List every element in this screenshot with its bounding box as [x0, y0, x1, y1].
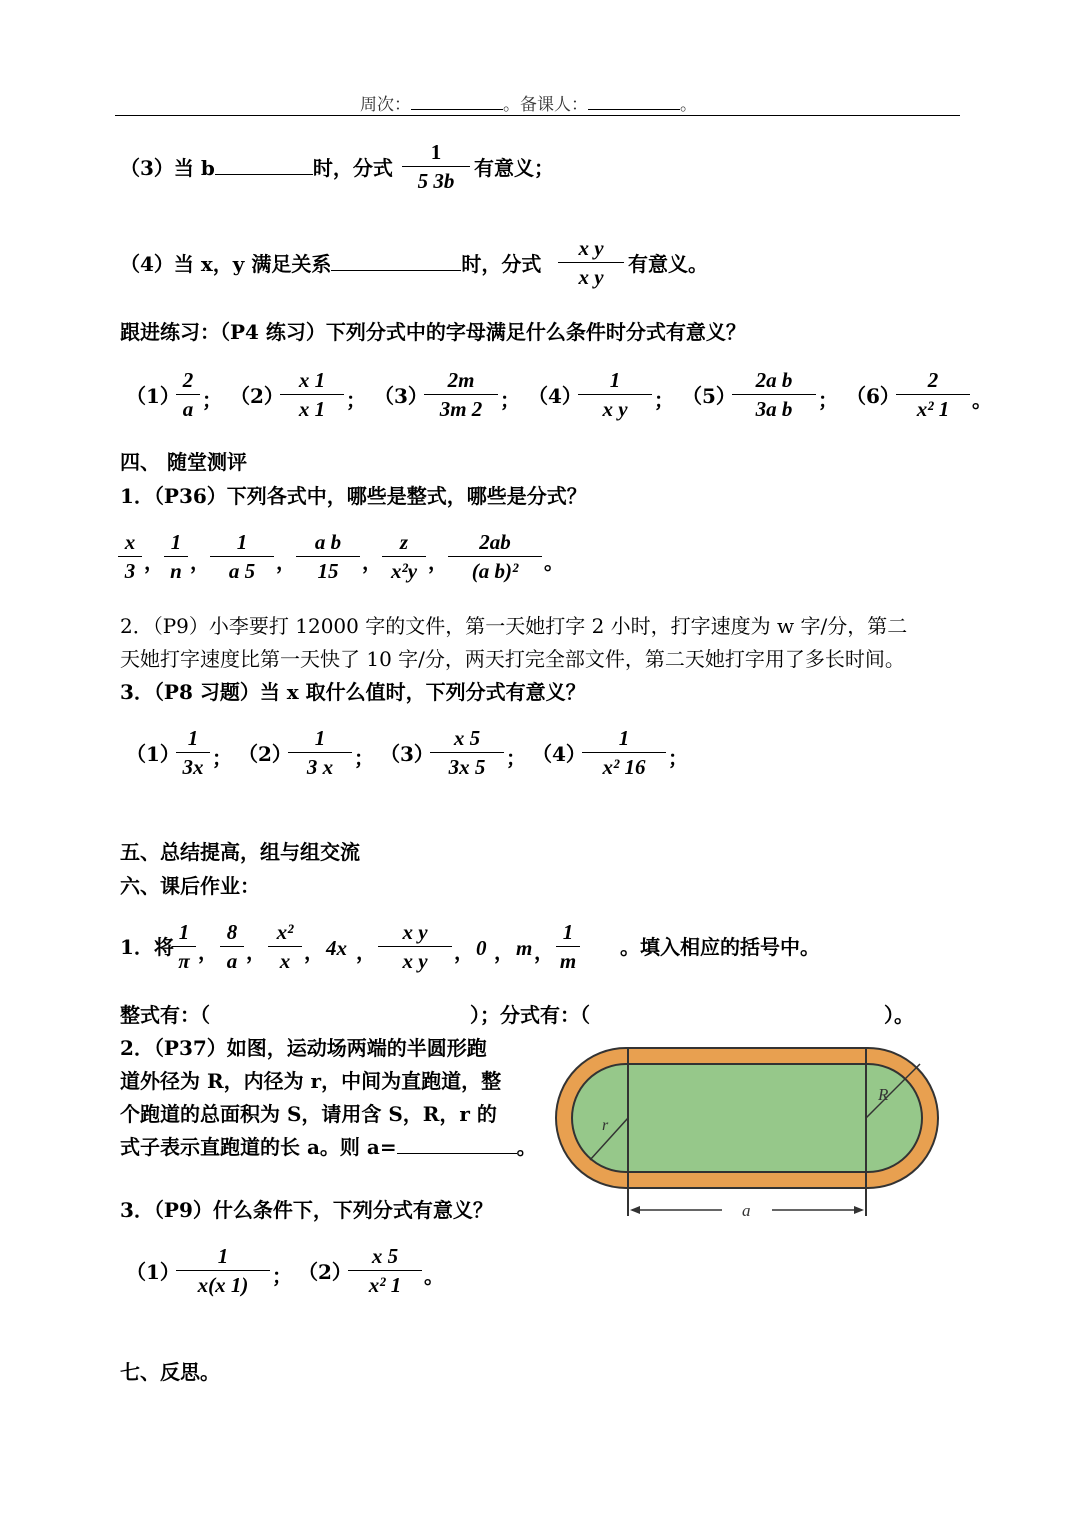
q3-text-a: （3）当 b [120, 156, 215, 180]
denominator: a [182, 397, 194, 421]
separator: ； [346, 388, 366, 412]
separator: ； [506, 746, 526, 770]
hw1-lead: 1．将 [120, 935, 174, 959]
fraction [556, 918, 580, 975]
q4-line [120, 252, 541, 276]
numerator: a b [314, 530, 342, 554]
track-inner [572, 1064, 922, 1172]
q3-fraction [402, 138, 470, 195]
separator: ； [668, 746, 688, 770]
numerator: 2 [182, 368, 194, 392]
fraction [176, 366, 200, 423]
plain-expression: m [516, 936, 533, 960]
fraction-label: （4） [532, 742, 586, 766]
fraction-label: （4） [528, 384, 582, 408]
teacher-blank [588, 109, 680, 110]
separator: ， [534, 940, 554, 964]
denominator: n [170, 559, 182, 583]
s4-q1-text: 1．（P36）下列各式中，哪些是整式，哪些是分式？ [120, 484, 587, 508]
week-label: 周次： [360, 95, 411, 115]
separator: ； [354, 746, 374, 770]
section-6-title: 六、课后作业： [120, 874, 260, 898]
q4-blank [331, 270, 461, 271]
fraction [382, 528, 426, 585]
separator: ； [500, 388, 520, 412]
numerator: x 1 [298, 368, 326, 392]
hw2-end: 。 [516, 1135, 537, 1159]
fraction [268, 918, 302, 975]
numerator: 2a b [755, 368, 793, 392]
q4-denominator: x y [578, 265, 604, 289]
numerator: x 5 [453, 726, 481, 750]
hw1-tail: 。填入相应的括号中。 [620, 935, 820, 959]
numerator: 2ab [479, 530, 511, 554]
q3-line [120, 156, 393, 180]
denominator: 3x [182, 755, 204, 779]
q3-text-c: 有意义； [474, 156, 554, 180]
fraction [220, 918, 244, 975]
q4-text-c: 有意义。 [628, 252, 708, 276]
denominator: 3m 2 [439, 397, 483, 421]
numerator: 1 [236, 530, 248, 554]
fraction-label: （6） [846, 384, 900, 408]
fraction-label: （2） [230, 384, 284, 408]
section-7-title: 七、反思。 [120, 1360, 220, 1384]
separator: ； [818, 388, 838, 412]
hw2-blank [397, 1153, 517, 1154]
denominator: 15 [317, 559, 339, 583]
denominator: 3x 5 [448, 755, 486, 779]
denominator: m [559, 949, 577, 973]
fraction [896, 366, 970, 423]
numerator: 1 [562, 920, 574, 944]
plain-expression: 0 [476, 936, 487, 960]
teacher-label: 。备课人： [503, 95, 588, 115]
denominator: x² 1 [368, 1273, 402, 1297]
separator: ， [190, 550, 210, 574]
numerator: 1 [618, 726, 630, 750]
denominator: 3 [124, 559, 136, 583]
numerator: 1 [170, 530, 182, 554]
s4-q2-line1: 2．（P9）小李要打 12000 字的文件，第一天她打字 2 小时，打字速度为 w 字/分，第二 [120, 614, 908, 638]
answer-end: ）。 [884, 1003, 914, 1027]
separator: 。 [544, 550, 564, 574]
label-r: r [602, 1117, 609, 1134]
fraction-label: （2） [298, 1260, 352, 1284]
separator: ； [654, 388, 674, 412]
numerator: 2 [927, 368, 939, 392]
fraction-label: （2） [238, 742, 292, 766]
s4-q2-line2: 天她打字速度比第一天快了 10 字/分，两天打完全部文件，第二天她打字用了多长时间。 [120, 647, 905, 671]
fraction [176, 724, 210, 781]
numerator: 1 [178, 920, 190, 944]
hw2-line4 [120, 1135, 537, 1159]
separator: ， [356, 940, 376, 964]
numerator: 1 [609, 368, 621, 392]
numerator: 1 [187, 726, 199, 750]
numerator: 1 [314, 726, 326, 750]
separator: 。 [424, 1264, 444, 1288]
separator: ， [304, 940, 324, 964]
fraction [430, 724, 504, 781]
fraction [210, 528, 274, 585]
fraction [448, 528, 542, 585]
fraction [378, 918, 452, 975]
numerator: 1 [217, 1244, 229, 1268]
page-header [360, 90, 697, 115]
q4-text-a: （4）当 x，y 满足关系 [120, 252, 332, 276]
arrow-left [630, 1206, 640, 1214]
fraction [288, 724, 352, 781]
numerator: x y [402, 920, 428, 944]
hw2-line2: 道外径为 R，内径为 r，中间为直跑道，整 [120, 1069, 502, 1093]
fraction-answer-label: ）；分式有：（ [470, 1003, 590, 1027]
q4-text-b: 时，分式 [461, 252, 542, 276]
fraction [582, 724, 666, 781]
fraction [118, 528, 142, 585]
separator: ； [202, 388, 222, 412]
separator: ， [276, 550, 296, 574]
denominator: a 5 [228, 559, 256, 583]
q3-blank [215, 174, 313, 175]
fraction [176, 1242, 270, 1299]
fraction [732, 366, 816, 423]
q3-text-b: 时，分式 [312, 156, 393, 180]
denominator: x y [602, 397, 628, 421]
fraction [296, 528, 360, 585]
q4-numerator: x y [578, 236, 604, 260]
s4-q3-text: 3．（P8 习题）当 x 取什么值时，下列分式有意义？ [120, 680, 586, 704]
q3-denominator: 5 3b [417, 169, 455, 193]
hw2-line3: 个跑道的总面积为 S，请用含 S，R，r 的 [120, 1102, 497, 1126]
denominator: a [226, 949, 238, 973]
separator: ， [454, 940, 474, 964]
denominator: x²y [390, 559, 418, 583]
hw2-line1: 2．（P37）如图，运动场两端的半圆形跑 [120, 1036, 487, 1060]
hw2-line4-text: 式子表示直跑道的长 a。则 a= [120, 1135, 397, 1159]
fraction [164, 528, 188, 585]
section-5-title: 五、总结提高，组与组交流 [120, 840, 360, 864]
denominator: x y [402, 949, 428, 973]
plain-expression: 4x [326, 936, 347, 960]
numerator: x [124, 530, 136, 554]
separator: ， [428, 550, 448, 574]
separator: ， [362, 550, 382, 574]
q3-numerator: 1 [430, 140, 442, 164]
integral-answer-label: 整式有：（ [120, 1003, 210, 1027]
fraction-label: （1） [126, 1260, 180, 1284]
fraction-label: （5） [682, 384, 736, 408]
denominator: 3a b [755, 397, 793, 421]
header-end: 。 [680, 95, 697, 115]
separator: ， [144, 550, 164, 574]
separator: ， [494, 940, 514, 964]
week-blank [411, 109, 503, 110]
denominator: x² 16 [602, 755, 646, 779]
denominator: x(x 1) [197, 1273, 249, 1297]
denominator: x 1 [298, 397, 326, 421]
fraction-label: （3） [380, 742, 434, 766]
separator: ， [198, 940, 218, 964]
numerator: 2m [447, 368, 475, 392]
label-a: a [742, 1201, 751, 1220]
running-track-figure [552, 1044, 942, 1224]
separator: ； [272, 1264, 292, 1288]
fraction [424, 366, 498, 423]
numerator: x² [276, 920, 294, 944]
denominator: x [279, 949, 291, 973]
separator: ； [212, 746, 232, 770]
denominator: (a b)² [471, 559, 519, 583]
label-R: R [878, 1085, 889, 1104]
fraction [348, 1242, 422, 1299]
fraction [172, 918, 196, 975]
denominator: 3 x [306, 755, 334, 779]
fraction [280, 366, 344, 423]
denominator: x² 1 [916, 397, 950, 421]
q4-fraction [558, 234, 624, 291]
follow-up-instruction: 跟进练习：（P4 练习）下列分式中的字母满足什么条件时分式有意义？ [120, 320, 746, 344]
fraction-label: （3） [374, 384, 428, 408]
arrow-right [854, 1206, 864, 1214]
separator: 。 [972, 388, 992, 412]
fraction-label: （1） [126, 742, 180, 766]
fraction [578, 366, 652, 423]
numerator: z [399, 530, 409, 554]
numerator: x 5 [371, 1244, 399, 1268]
numerator: 8 [226, 920, 238, 944]
header-rule [115, 115, 960, 116]
separator: ， [246, 940, 266, 964]
fraction-label: （1） [126, 384, 180, 408]
hw3-text: 3．（P9）什么条件下，下列分式有意义？ [120, 1198, 493, 1222]
section-4-title: 四、 随堂测评 [120, 450, 247, 474]
denominator: π [178, 949, 190, 973]
